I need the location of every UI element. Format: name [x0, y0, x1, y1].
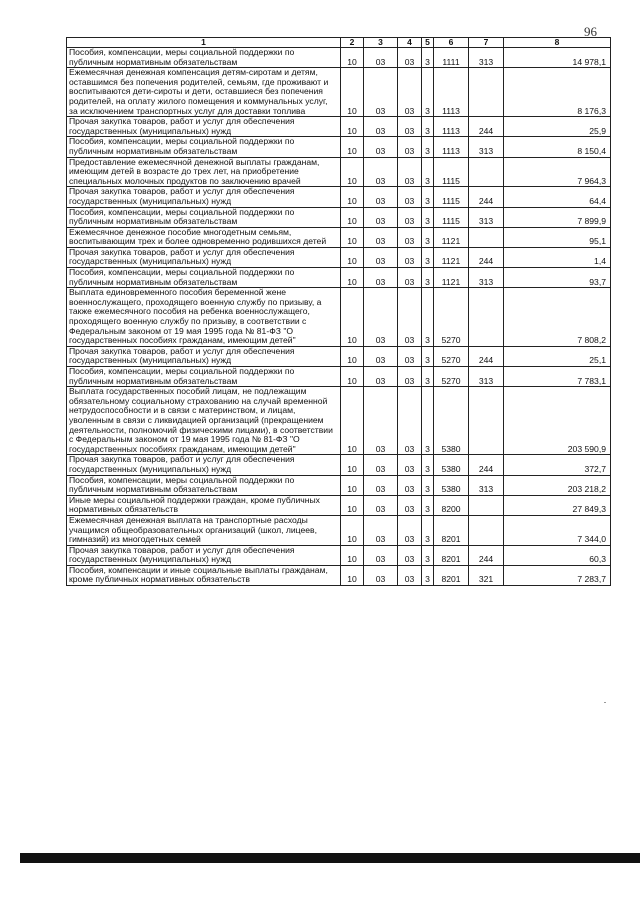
cell-expense-type: 313: [469, 268, 504, 288]
cell-subsection: 03: [364, 117, 398, 137]
cell-subsection: 03: [364, 475, 398, 495]
cell-section: 10: [341, 247, 364, 267]
cell-section: 10: [341, 117, 364, 137]
cell-expense-type: [469, 288, 504, 347]
cell-program: 03: [398, 565, 422, 585]
cell-expense-type: 244: [469, 346, 504, 366]
cell-amount: 8 176,3: [504, 68, 611, 117]
cell-amount: 7 964,3: [504, 157, 611, 187]
cell-subprogram: 3: [422, 207, 434, 227]
cell-expense-type: [469, 515, 504, 545]
table-body: [67, 48, 611, 586]
cell-target: 1115: [434, 187, 469, 207]
cell-expense-type: 244: [469, 187, 504, 207]
cell-subprogram: 3: [422, 346, 434, 366]
table-row: [67, 367, 611, 387]
cell-expense-type: 244: [469, 545, 504, 565]
table-row: [67, 515, 611, 545]
table-row: [67, 247, 611, 267]
item-name: Ежемесячная денежная выплата на транспортные расходы учащимся общеобразовательных организаций (школ, лицеев, гимназий) из многодетных семей: [67, 515, 341, 545]
cell-program: 03: [398, 247, 422, 267]
cell-subsection: 03: [364, 545, 398, 565]
header-col-4: 4: [398, 38, 422, 48]
cell-subprogram: 3: [422, 117, 434, 137]
cell-subprogram: 3: [422, 187, 434, 207]
cell-target: 1115: [434, 157, 469, 187]
cell-subprogram: 3: [422, 227, 434, 247]
table-row: [67, 207, 611, 227]
item-name: Предоставление ежемесячной денежной выплаты гражданам, имеющим детей в возрасте до трех лет, на приобретение специальных молочных продуктов по заключению врачей: [67, 157, 341, 187]
scan-border-bar: [20, 853, 640, 863]
cell-program: 03: [398, 268, 422, 288]
header-col-1: 1: [67, 38, 341, 48]
cell-program: 03: [398, 455, 422, 475]
cell-section: 10: [341, 157, 364, 187]
header-col-8: 8: [504, 38, 611, 48]
cell-section: 10: [341, 346, 364, 366]
cell-program: 03: [398, 157, 422, 187]
cell-subsection: 03: [364, 247, 398, 267]
cell-target: 1121: [434, 268, 469, 288]
item-name: Пособия, компенсации, меры социальной поддержки по публичным нормативным обязательствам: [67, 207, 341, 227]
cell-subprogram: 3: [422, 247, 434, 267]
item-name: Прочая закупка товаров, работ и услуг для обеспечения государственных (муниципальных) нужд: [67, 455, 341, 475]
cell-subprogram: 3: [422, 48, 434, 68]
item-name: Ежемесячная денежная компенсация детям-сиротам и детям, оставшимся без попечения родителей, семьям, где проживают и воспитываются дети-сироты и дети, оставшиеся без попечения родителей, на оплату жилого помещения и коммунальных услуг, за исключением транспортных услуг для доставки топлива: [67, 68, 341, 117]
table-row: [67, 157, 611, 187]
cell-target: 8201: [434, 565, 469, 585]
item-name: Прочая закупка товаров, работ и услуг для обеспечения государственных (муниципальных) нужд: [67, 187, 341, 207]
header-col-7: 7: [469, 38, 504, 48]
table-row: [67, 48, 611, 68]
cell-expense-type: 244: [469, 117, 504, 137]
cell-subprogram: 3: [422, 68, 434, 117]
table-row: [67, 117, 611, 137]
cell-subprogram: 3: [422, 475, 434, 495]
table-row: [67, 137, 611, 157]
cell-program: 03: [398, 367, 422, 387]
cell-target: 8200: [434, 495, 469, 515]
cell-program: 03: [398, 137, 422, 157]
header-col-3: 3: [364, 38, 398, 48]
cell-target: 8201: [434, 515, 469, 545]
cell-target: 5270: [434, 288, 469, 347]
cell-expense-type: [469, 387, 504, 455]
cell-section: 10: [341, 207, 364, 227]
cell-subsection: 03: [364, 157, 398, 187]
cell-section: 10: [341, 475, 364, 495]
cell-program: 03: [398, 475, 422, 495]
cell-amount: 8 150,4: [504, 137, 611, 157]
table-row: [67, 227, 611, 247]
cell-target: 5380: [434, 455, 469, 475]
cell-subsection: 03: [364, 367, 398, 387]
cell-amount: 95,1: [504, 227, 611, 247]
table-row: [67, 268, 611, 288]
cell-amount: 25,9: [504, 117, 611, 137]
cell-expense-type: 321: [469, 565, 504, 585]
table-row: [67, 187, 611, 207]
cell-amount: 203 218,2: [504, 475, 611, 495]
cell-subsection: 03: [364, 387, 398, 455]
cell-amount: 372,7: [504, 455, 611, 475]
cell-program: 03: [398, 495, 422, 515]
cell-amount: 14 978,1: [504, 48, 611, 68]
cell-subsection: 03: [364, 515, 398, 545]
cell-subprogram: 3: [422, 137, 434, 157]
item-name: Выплата единовременного пособия беременной жене военнослужащего, проходящего военную службу по призыву, а также ежемесячного пособия на ребенка военнослужащего, проходящего военную службу по призыву, в соответствии с Федеральным законом от 19 мая 1995 года № 81-ФЗ "О государственных пособиях гражданам, имеющим детей": [67, 288, 341, 347]
cell-subsection: 03: [364, 137, 398, 157]
cell-program: 03: [398, 387, 422, 455]
header-col-2: 2: [341, 38, 364, 48]
page-number: 96: [584, 24, 597, 39]
cell-target: 5380: [434, 387, 469, 455]
cell-section: 10: [341, 565, 364, 585]
item-name: Прочая закупка товаров, работ и услуг для обеспечения государственных (муниципальных) нужд: [67, 346, 341, 366]
cell-section: 10: [341, 137, 364, 157]
item-name: Ежемесячное денежное пособие многодетным семьям, воспитывающим трех и более одновременно родившихся детей: [67, 227, 341, 247]
cell-section: 10: [341, 387, 364, 455]
table-row: [67, 387, 611, 455]
cell-subsection: 03: [364, 227, 398, 247]
item-name: Иные меры социальной поддержки граждан, кроме публичных нормативных обязательств: [67, 495, 341, 515]
cell-subsection: 03: [364, 346, 398, 366]
cell-section: 10: [341, 367, 364, 387]
cell-program: 03: [398, 187, 422, 207]
cell-expense-type: 313: [469, 207, 504, 227]
cell-target: 5270: [434, 367, 469, 387]
cell-expense-type: 313: [469, 367, 504, 387]
cell-program: 03: [398, 515, 422, 545]
item-name: Пособия, компенсации, меры социальной поддержки по публичным нормативным обязательствам: [67, 48, 341, 68]
cell-target: 1113: [434, 68, 469, 117]
cell-expense-type: 313: [469, 137, 504, 157]
item-name: Пособия, компенсации, меры социальной поддержки по публичным нормативным обязательствам: [67, 137, 341, 157]
cell-subsection: 03: [364, 455, 398, 475]
cell-expense-type: [469, 68, 504, 117]
cell-section: 10: [341, 495, 364, 515]
cell-target: 1113: [434, 117, 469, 137]
cell-amount: 7 283,7: [504, 565, 611, 585]
cell-program: 03: [398, 48, 422, 68]
cell-subprogram: 3: [422, 545, 434, 565]
cell-target: 1113: [434, 137, 469, 157]
cell-program: 03: [398, 227, 422, 247]
cell-expense-type: 313: [469, 475, 504, 495]
item-name: Пособия, компенсации и иные социальные выплаты гражданам, кроме публичных нормативных обязательств: [67, 565, 341, 585]
cell-program: 03: [398, 117, 422, 137]
cell-amount: 93,7: [504, 268, 611, 288]
cell-subsection: 03: [364, 565, 398, 585]
cell-subprogram: 3: [422, 565, 434, 585]
header-col-6: 6: [434, 38, 469, 48]
cell-section: 10: [341, 227, 364, 247]
table-row: [67, 288, 611, 347]
cell-section: 10: [341, 288, 364, 347]
cell-subsection: 03: [364, 268, 398, 288]
cell-expense-type: 244: [469, 247, 504, 267]
header-col-5: 5: [422, 38, 434, 48]
cell-program: 03: [398, 288, 422, 347]
cell-subsection: 03: [364, 207, 398, 227]
cell-target: 1111: [434, 48, 469, 68]
cell-target: 1115: [434, 207, 469, 227]
table-row: [67, 68, 611, 117]
cell-amount: 7 899,9: [504, 207, 611, 227]
cell-amount: 27 849,3: [504, 495, 611, 515]
cell-target: 8201: [434, 545, 469, 565]
item-name: Прочая закупка товаров, работ и услуг для обеспечения государственных (муниципальных) нужд: [67, 117, 341, 137]
table-row: [67, 495, 611, 515]
cell-expense-type: 244: [469, 455, 504, 475]
cell-amount: 1,4: [504, 247, 611, 267]
cell-target: 1121: [434, 247, 469, 267]
cell-amount: 64,4: [504, 187, 611, 207]
table-row: [67, 545, 611, 565]
cell-section: 10: [341, 515, 364, 545]
cell-expense-type: [469, 157, 504, 187]
cell-amount: 60,3: [504, 545, 611, 565]
cell-subsection: 03: [364, 495, 398, 515]
cell-section: 10: [341, 68, 364, 117]
cell-target: 5380: [434, 475, 469, 495]
cell-section: 10: [341, 187, 364, 207]
cell-subprogram: 3: [422, 455, 434, 475]
cell-subsection: 03: [364, 68, 398, 117]
cell-subprogram: 3: [422, 268, 434, 288]
cell-program: 03: [398, 68, 422, 117]
cell-target: 1121: [434, 227, 469, 247]
cell-subsection: 03: [364, 48, 398, 68]
item-name: Выплата государственных пособий лицам, не подлежащим обязательному социальному страхованию на случай временной нетрудоспособности и в связи с материнством, и лицам, уволенным в связи с ликвидацией организаций (прекращением деятельности, полномочий физическими лицами), в соответствии с Федеральным законом от 19 мая 1995 года № 81-ФЗ "О государственных пособиях гражданам, имеющим детей": [67, 387, 341, 455]
cell-expense-type: [469, 227, 504, 247]
item-name: Прочая закупка товаров, работ и услуг для обеспечения государственных (муниципальных) нужд: [67, 247, 341, 267]
table-row: [67, 475, 611, 495]
cell-section: 10: [341, 268, 364, 288]
cell-subprogram: 3: [422, 157, 434, 187]
item-name: Пособия, компенсации, меры социальной поддержки по публичным нормативным обязательствам: [67, 475, 341, 495]
cell-section: 10: [341, 48, 364, 68]
item-name: Прочая закупка товаров, работ и услуг для обеспечения государственных (муниципальных) нужд: [67, 545, 341, 565]
table-row: [67, 455, 611, 475]
cell-subprogram: 3: [422, 288, 434, 347]
table-header-row: [67, 38, 611, 48]
cell-program: 03: [398, 346, 422, 366]
cell-subprogram: 3: [422, 515, 434, 545]
cell-expense-type: [469, 495, 504, 515]
cell-section: 10: [341, 545, 364, 565]
cell-subprogram: 3: [422, 367, 434, 387]
budget-table: [66, 37, 611, 586]
cell-section: 10: [341, 455, 364, 475]
cell-amount: 7 808,2: [504, 288, 611, 347]
table-row: [67, 346, 611, 366]
scan-speck: [604, 702, 606, 703]
cell-amount: 7 344,0: [504, 515, 611, 545]
cell-subprogram: 3: [422, 387, 434, 455]
item-name: Пособия, компенсации, меры социальной поддержки по публичным нормативным обязательствам: [67, 268, 341, 288]
cell-amount: 203 590,9: [504, 387, 611, 455]
cell-program: 03: [398, 207, 422, 227]
cell-subsection: 03: [364, 288, 398, 347]
cell-subsection: 03: [364, 187, 398, 207]
cell-amount: 25,1: [504, 346, 611, 366]
cell-program: 03: [398, 545, 422, 565]
item-name: Пособия, компенсации, меры социальной поддержки по публичным нормативным обязательствам: [67, 367, 341, 387]
cell-amount: 7 783,1: [504, 367, 611, 387]
cell-target: 5270: [434, 346, 469, 366]
table-row: [67, 565, 611, 585]
cell-expense-type: 313: [469, 48, 504, 68]
cell-subprogram: 3: [422, 495, 434, 515]
